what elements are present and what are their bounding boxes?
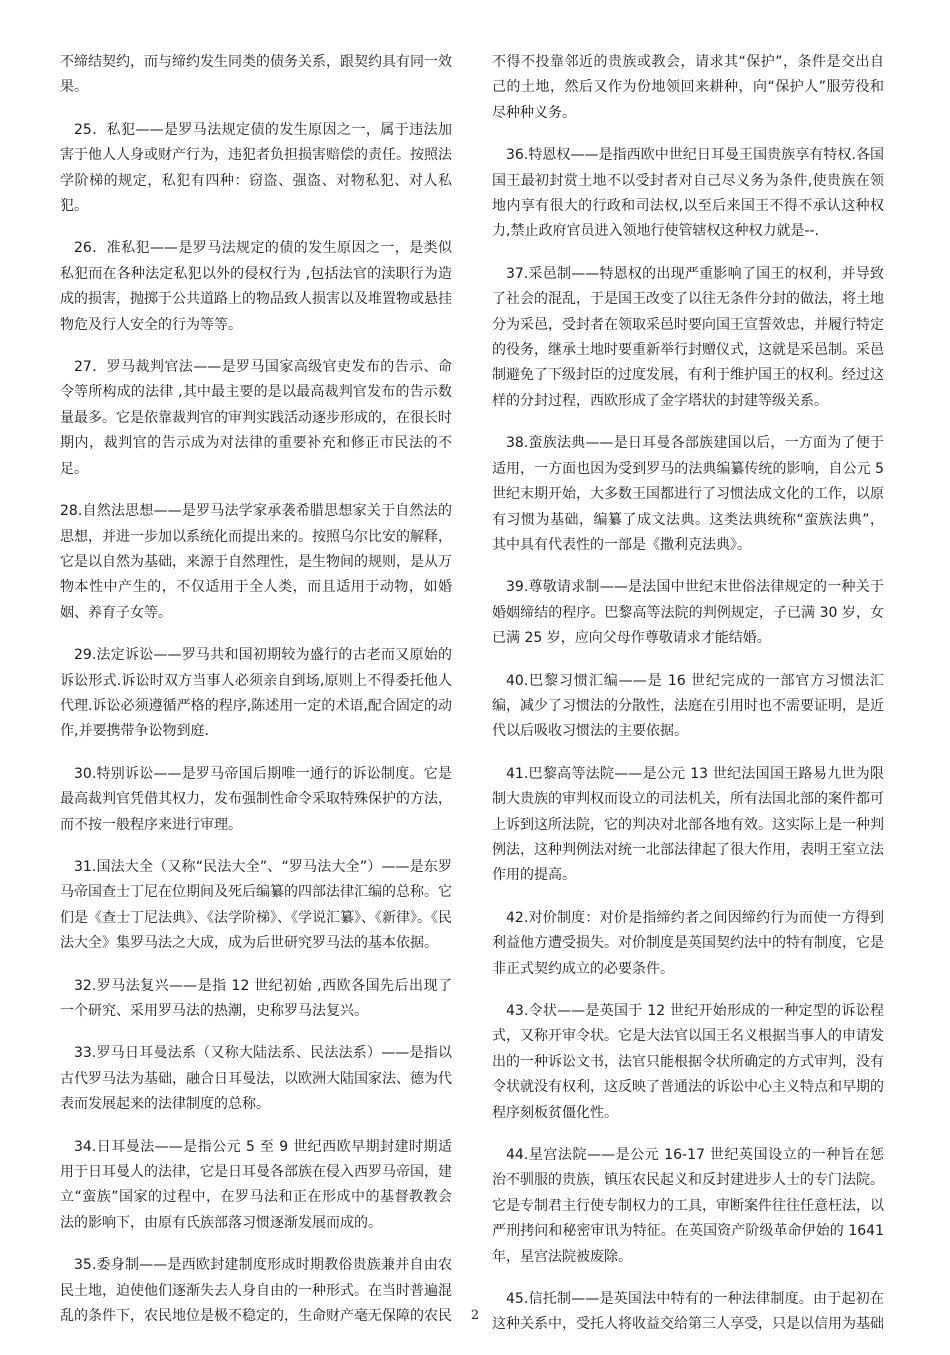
paragraph-39-respectful-request: 39.尊敬请求制——是法国中世纪末世俗法律规定的一种关于婚姻缔结的程序。巴黎高等法院的判例规定，子已满 30 岁，女已满 25 岁，应向父母作尊敬请求才能结婚。 <box>492 579 884 647</box>
paragraph-38-barbarian-codes: 38.蛮族法典——是日耳曼各部族建国以后，一方面为了便于适用，一方面也因为受到罗马的法典编纂传统的影响，自公元 5 世纪末期开始，大多数王国都进行了习惯法成文化的工作，以原有习惯为基础，编纂了成文法典。这类法典统称“蛮族法典”，其中具有代表性的一部是《撒利克法典》。 <box>492 435 884 553</box>
paragraph-44-star-chamber: 44.星宫法院——是公元 16-17 世纪英国设立的一种旨在惩治不驯服的贵族，镇压农民起义和反封建进步人士的专门法院。它是专制君主行使专制权力的工具，审断案件往往任意枉法，以严刑拷问和秘密审讯为特征。在英国资产阶级革命伊始的 1641 年，星宫法院被废除。 <box>492 1147 884 1265</box>
paragraph-26-quasi-delict: 26．准私犯——是罗马法规定的债的发生原因之一，是类似私犯而在各种法定私犯以外的侵权行为 ,包括法官的渎职行为造成的损害，抛掷于公共道路上的物品致人损害以及堆置物或悬挂物危及行人安全的行为等等。 <box>60 240 452 333</box>
paragraph-25-private-wrong: 25．私犯——是罗马法规定债的发生原因之一，属于违法加害于他人人身或财产行为，违犯者负担损害赔偿的责任。按照法学阶梯的规定，私犯有四种：窃盗、强盗、对物私犯、对人私犯。 <box>60 121 452 215</box>
right-column <box>492 50 884 1355</box>
paragraph-30-special-procedure: 30.特别诉讼——是罗马帝国后期唯一通行的诉讼制度。它是最高裁判官凭借其权力，发布强制性命令采取特殊保护的方法，而不按一般程序来进行审理。 <box>60 765 452 833</box>
paragraph-35-commendation: 35.委身制——是西欧封建制度形成时期教俗贵族兼并自由农民土地，迫使他们逐渐失去人身自由的一种形式。在当时普遍混乱的条件下，农民地位是极不稳定的，生命财产毫无保障的农民 <box>60 1257 452 1325</box>
paragraph-27-praetorian-law: 27．罗马裁判官法——是罗马国家高级官吏发布的告示、命令等所构成的法律 ,其中最主要的是以最高裁判官发布的告示数量最多。它是依靠裁判官的审判实践活动逐步形成的，在很长时期内，裁判官的告示成为对法律的重要补充和修正市民法的不足。 <box>60 359 452 477</box>
paragraph-28-natural-law: 28.自然法思想——是罗马法学家承袭希腊思想家关于自然法的思想，并进一步加以系统化而提出来的。按照乌尔比安的解释，它是以自然为基础，来源于自然理性，是生物间的规则，是从万物本性中产生的，不仅适用于全人类，而且适用于动物，如婚姻、养育子女等。 <box>60 503 452 621</box>
paragraph-40-paris-custom: 40.巴黎习惯汇编——是 16 世纪完成的一部官方习惯法汇编，减少了习惯法的分散性，法庭在引用时也不需要证明，是近代以后吸收习惯法的主要依据。 <box>492 672 884 740</box>
paragraph-42-consideration: 42.对价制度：对价是指缔约者之间因缔约行为而使一方得到利益他方遭受损失。对价制度是英国契约法中的特有制度，它是非正式契约成立的必要条件。 <box>492 909 884 977</box>
paragraph-31-corpus-juris: 31.国法大全（又称“民法大全”、“罗马法大全”）——是东罗马帝国查士丁尼在位期间及死后编纂的四部法律汇编的总称。它们是《查士丁尼法典》、《法学阶梯》、《学说汇纂》、《新律》。《民法大全》集罗马法之大成，成为后世研究罗马法的基本依据。 <box>60 858 452 952</box>
paragraph-34-germanic-law: 34.日耳曼法——是指公元 5 至 9 世纪西欧早期封建时期适用于日耳曼人的法律，它是日耳曼各部族在侵入西罗马帝国，建立“蛮族”国家的过程中，在罗马法和正在形成中的基督教教会法的影响下，由原有氏族部落习惯逐渐发展而成的。 <box>60 1138 452 1231</box>
page-number: 2 <box>470 1308 480 1323</box>
paragraph-32-roman-law-revival: 32.罗马法复兴——是指 12 世纪初始 ,西欧各国先后出现了一个研究、采用罗马法的热潮，史称罗马法复兴。 <box>60 977 452 1019</box>
paragraph-33-civil-law-system: 33.罗马日耳曼法系（又称大陆法系、民法法系）——是指以古代罗马法为基础，融合日耳曼法，以欧洲大陆国家法、德为代表而发展起来的法律制度的总称。 <box>60 1045 452 1113</box>
paragraph-45-trust: 45.信托制——是英国法中特有的一种法律制度。由于起初在这种关系中，受托人将收益交给第三人享受，只是以信用为基础 <box>492 1291 884 1333</box>
paragraph-41-parlement-paris: 41.巴黎高等法院——是公元 13 世纪法国国王路易九世为限制大贵族的审判权而设立的司法机关，所有法国北部的案件都可上诉到这所法院，它的判决对北部各地有效。这实际上是一种判例法，这种判例法对统一北部法律起了很大作用，表明王室立法作用的提高。 <box>492 765 884 884</box>
paragraph-continued-35: 不得不投靠邻近的贵族或教会，请求其“保护”，条件是交出自己的土地，然后又作为份地领回来耕种，向“保护人”服劳役和尽种种义务。 <box>492 54 884 121</box>
paragraph-continued-24: 不缔结契约，而与缔约发生同类的债务关系，跟契约具有同一效果。 <box>60 54 452 96</box>
paragraph-29-legis-actio: 29.法定诉讼——罗马共和国初期较为盛行的古老而又原始的诉讼形式.诉讼时双方当事人必须亲自到场,原则上不得委托他人代理.诉讼必须遵循严格的程序,陈述用一定的术语,配合固定的动作,并要携带争讼物到庭. <box>60 647 452 740</box>
left-column <box>60 50 452 1346</box>
paragraph-36-immunity: 36.特恩权——是指西欧中世纪日耳曼王国贵族享有特权.各国国王最初封赏土地不以受封者对自己尽义务为条件,使贵族在领地内享有很大的行政和司法权,以至后来国王不得不承认这种权力,禁止政府官员进入领地行使管辖权这种权力就是--. <box>492 147 884 240</box>
paragraph-37-benefice: 37.采邑制——特恩权的出现严重影响了国王的权利，并导致了社会的混乱，于是国王改变了以往无条件分封的做法，将土地分为采邑，受封者在领取采邑时要向国王宣誓效忠，并履行特定的役务，继承土地时要重新举行封赠仪式，这就是采邑制。采邑制避免了下级封臣的过度发展，有利于维护国王的权利。经过这样的分封过程，西欧形成了金字塔状的封建等级关系。 <box>492 265 884 409</box>
paragraph-43-writ: 43.令状——是英国于 12 世纪开始形成的一种定型的诉讼程式，又称开审令状。它是大法官以国王名义根据当事人的申请发出的一种诉讼文书，法官只能根据令状所确定的方式审判，没有令状就没有权利，这反映了普通法的诉讼中心主义特点和早期的程序刻板贫僵化性。 <box>492 1003 884 1121</box>
